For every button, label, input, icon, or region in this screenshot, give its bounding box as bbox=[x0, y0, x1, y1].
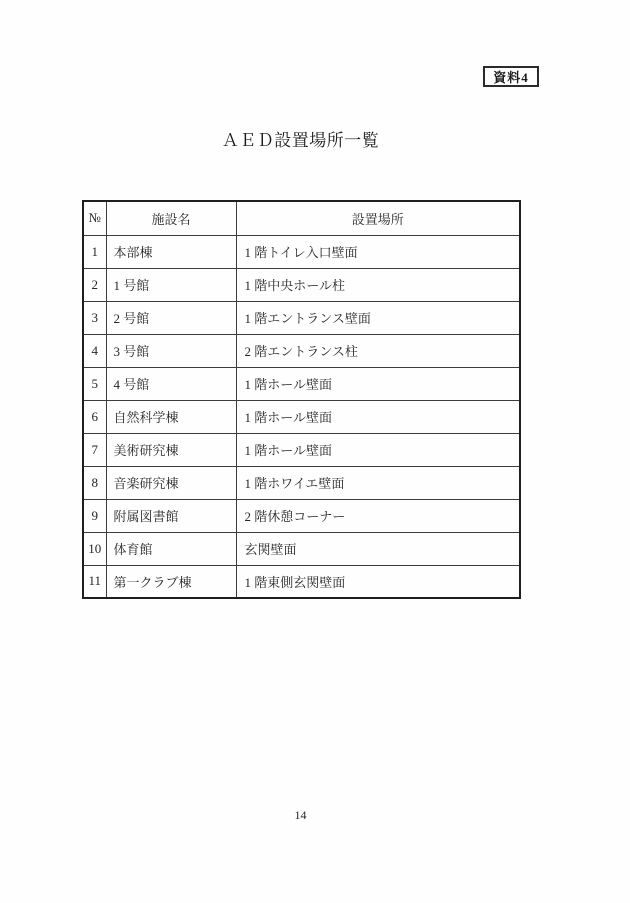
cell-location: 1 階ホワイエ壁面 bbox=[236, 466, 520, 499]
page-number: 14 bbox=[294, 808, 307, 822]
column-header-facility: 施設名 bbox=[106, 201, 236, 235]
cell-facility: 4 号館 bbox=[106, 367, 236, 400]
table-row bbox=[83, 466, 520, 499]
cell-no: 11 bbox=[83, 565, 106, 598]
cell-facility: 2 号館 bbox=[106, 301, 236, 334]
cell-facility: 1 号館 bbox=[106, 268, 236, 301]
cell-location: 1 階ホール壁面 bbox=[236, 433, 520, 466]
cell-location: 1 階トイレ入口壁面 bbox=[236, 235, 520, 268]
table-row bbox=[83, 433, 520, 466]
cell-no: 9 bbox=[83, 499, 106, 532]
cell-facility: 本部棟 bbox=[106, 235, 236, 268]
cell-no: 6 bbox=[83, 400, 106, 433]
table-row bbox=[83, 301, 520, 334]
table-row bbox=[83, 565, 520, 598]
cell-location: 1 階エントランス壁面 bbox=[236, 301, 520, 334]
cell-facility: 体育館 bbox=[106, 532, 236, 565]
table-row bbox=[83, 334, 520, 367]
cell-no: 2 bbox=[83, 268, 106, 301]
column-header-location: 設置場所 bbox=[236, 201, 520, 235]
cell-no: 8 bbox=[83, 466, 106, 499]
table-row bbox=[83, 499, 520, 532]
cell-no: 7 bbox=[83, 433, 106, 466]
table-row bbox=[83, 235, 520, 268]
table-header bbox=[83, 201, 520, 235]
aed-locations-table bbox=[82, 200, 521, 599]
cell-no: 3 bbox=[83, 301, 106, 334]
table-row bbox=[83, 268, 520, 301]
cell-facility: 第一クラブ棟 bbox=[106, 565, 236, 598]
cell-facility: 自然科学棟 bbox=[106, 400, 236, 433]
cell-location: 玄関壁面 bbox=[236, 532, 520, 565]
cell-facility: 3 号館 bbox=[106, 334, 236, 367]
cell-location: 1 階ホール壁面 bbox=[236, 400, 520, 433]
cell-location: 1 階東側玄関壁面 bbox=[236, 565, 520, 598]
cell-location: 1 階中央ホール柱 bbox=[236, 268, 520, 301]
cell-location: 1 階ホール壁面 bbox=[236, 367, 520, 400]
cell-no: 5 bbox=[83, 367, 106, 400]
column-header-no: № bbox=[83, 201, 106, 235]
document-tag-badge bbox=[483, 66, 539, 87]
table-row bbox=[83, 400, 520, 433]
cell-no: 10 bbox=[83, 532, 106, 565]
cell-no: 4 bbox=[83, 334, 106, 367]
table-row bbox=[83, 367, 520, 400]
page-title: ＡＥＤ設置場所一覧 bbox=[221, 131, 380, 150]
table-row bbox=[83, 532, 520, 565]
cell-facility: 音楽研究棟 bbox=[106, 466, 236, 499]
table-body bbox=[83, 235, 520, 598]
cell-no: 1 bbox=[83, 235, 106, 268]
cell-location: 2 階エントランス柱 bbox=[236, 334, 520, 367]
cell-location: 2 階休憩コーナー bbox=[236, 499, 520, 532]
table-header-row bbox=[83, 201, 520, 235]
cell-facility: 美術研究棟 bbox=[106, 433, 236, 466]
document-tag-label: 資料4 bbox=[493, 70, 529, 85]
cell-facility: 附属図書館 bbox=[106, 499, 236, 532]
